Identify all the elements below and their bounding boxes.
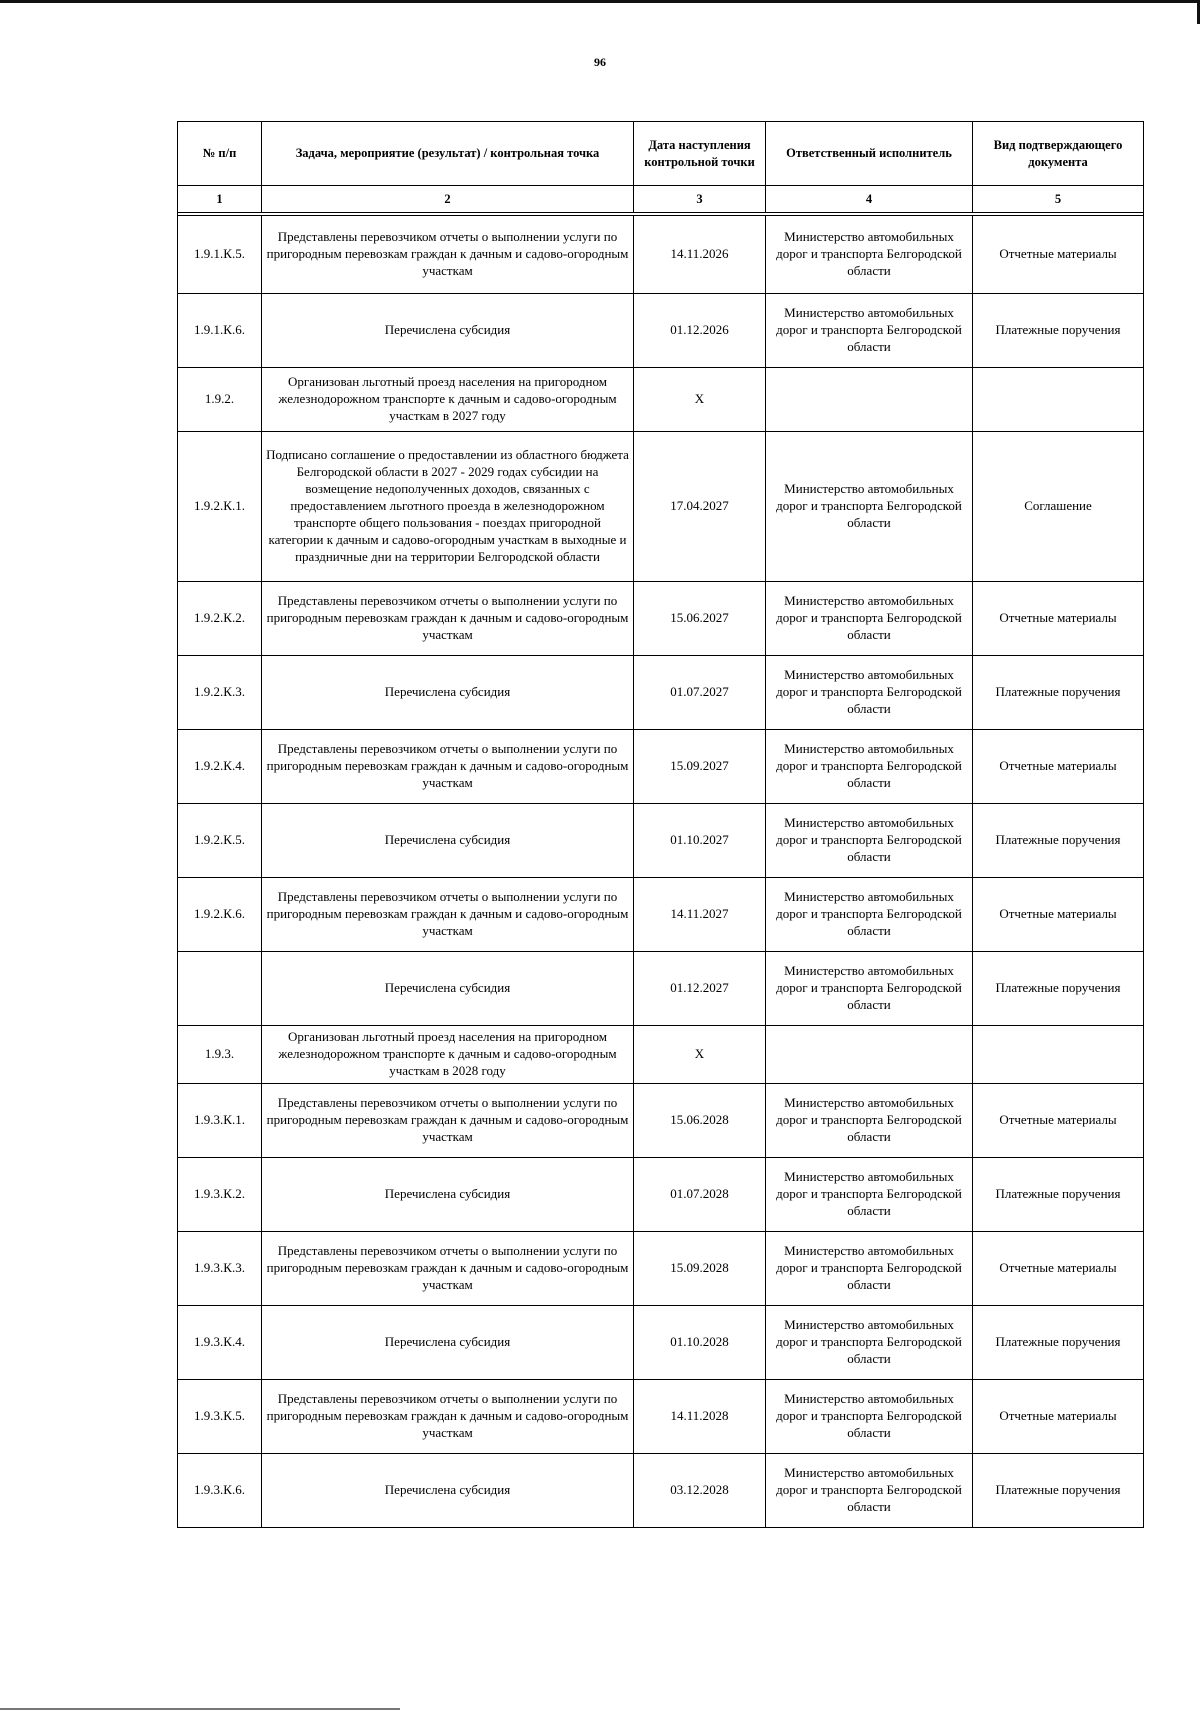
cell-task: Перечислена субсидия	[262, 656, 634, 730]
cell-executor: Министерство автомобильных дорог и транспорта Белгородской области	[766, 1306, 973, 1380]
cell-executor: Министерство автомобильных дорог и транспорта Белгородской области	[766, 432, 973, 582]
header-executor: Ответственный исполнитель	[766, 122, 973, 186]
table-row	[178, 1026, 1144, 1084]
cell-document: Отчетные материалы	[973, 878, 1144, 952]
cell-task: Перечислена субсидия	[262, 1454, 634, 1528]
cell-number: 1.9.2.К.1.	[178, 432, 262, 582]
table-row	[178, 368, 1144, 432]
cell-task: Организован льготный проезд населения на пригородном железнодорожном транспорте к дачным и садово-огородным участкам в 2028 году	[262, 1026, 634, 1084]
cell-number: 1.9.2.К.3.	[178, 656, 262, 730]
control-points-table	[177, 121, 1144, 1528]
table-row	[178, 730, 1144, 804]
cell-date: 01.12.2026	[634, 294, 766, 368]
header-date: Дата наступления контрольной точки	[634, 122, 766, 186]
cell-date: X	[634, 1026, 766, 1084]
column-number: 5	[973, 186, 1144, 213]
table-row	[178, 656, 1144, 730]
table-row	[178, 1380, 1144, 1454]
table-row	[178, 1158, 1144, 1232]
cell-executor	[766, 1026, 973, 1084]
column-number-row	[178, 186, 1144, 213]
cell-task: Представлены перевозчиком отчеты о выполнении услуги по пригородным перевозкам граждан к дачным и садово-огородным участкам	[262, 730, 634, 804]
table-row	[178, 1454, 1144, 1528]
scan-edge-bottom	[0, 1708, 400, 1710]
cell-number: 1.9.3.К.3.	[178, 1232, 262, 1306]
cell-number: 1.9.3.К.1.	[178, 1084, 262, 1158]
cell-number: 1.9.3.К.2.	[178, 1158, 262, 1232]
cell-number: 1.9.1.К.6.	[178, 294, 262, 368]
cell-task: Перечислена субсидия	[262, 1306, 634, 1380]
header-number: № п/п	[178, 122, 262, 186]
table-header-row	[178, 122, 1144, 186]
cell-document: Отчетные материалы	[973, 216, 1144, 294]
cell-number: 1.9.1.К.5.	[178, 216, 262, 294]
cell-date: 15.09.2028	[634, 1232, 766, 1306]
table-row	[178, 878, 1144, 952]
table-row	[178, 952, 1144, 1026]
header-document: Вид подтверждающего документа	[973, 122, 1144, 186]
cell-number: 1.9.2.К.6.	[178, 878, 262, 952]
cell-task: Представлены перевозчиком отчеты о выполнении услуги по пригородным перевозкам граждан к дачным и садово-огородным участкам	[262, 582, 634, 656]
cell-number: 1.9.3.К.6.	[178, 1454, 262, 1528]
cell-document: Отчетные материалы	[973, 582, 1144, 656]
table-row	[178, 216, 1144, 294]
table-row	[178, 1084, 1144, 1158]
cell-number: 1.9.3.К.4.	[178, 1306, 262, 1380]
cell-document: Платежные поручения	[973, 952, 1144, 1026]
cell-number: 1.9.2.К.5.	[178, 804, 262, 878]
cell-task: Перечислена субсидия	[262, 1158, 634, 1232]
cell-executor: Министерство автомобильных дорог и транспорта Белгородской области	[766, 1380, 973, 1454]
cell-date: 14.11.2026	[634, 216, 766, 294]
cell-executor: Министерство автомобильных дорог и транспорта Белгородской области	[766, 1232, 973, 1306]
cell-date: 01.10.2028	[634, 1306, 766, 1380]
column-number: 1	[178, 186, 262, 213]
cell-date: 14.11.2027	[634, 878, 766, 952]
cell-executor	[766, 368, 973, 432]
cell-document: Платежные поручения	[973, 804, 1144, 878]
cell-executor: Министерство автомобильных дорог и транспорта Белгородской области	[766, 878, 973, 952]
cell-date: 17.04.2027	[634, 432, 766, 582]
cell-task: Представлены перевозчиком отчеты о выполнении услуги по пригородным перевозкам граждан к дачным и садово-огородным участкам	[262, 1380, 634, 1454]
table-row	[178, 804, 1144, 878]
cell-number: 1.9.2.К.2.	[178, 582, 262, 656]
column-number: 4	[766, 186, 973, 213]
cell-document	[973, 1026, 1144, 1084]
cell-date: 01.10.2027	[634, 804, 766, 878]
cell-executor: Министерство автомобильных дорог и транспорта Белгородской области	[766, 1454, 973, 1528]
cell-executor: Министерство автомобильных дорог и транспорта Белгородской области	[766, 952, 973, 1026]
scan-edge-top	[0, 0, 1200, 3]
cell-date: 01.12.2027	[634, 952, 766, 1026]
cell-task: Представлены перевозчиком отчеты о выполнении услуги по пригородным перевозкам граждан к дачным и садово-огородным участкам	[262, 216, 634, 294]
cell-date: 14.11.2028	[634, 1380, 766, 1454]
cell-date: 15.06.2027	[634, 582, 766, 656]
table-row	[178, 582, 1144, 656]
cell-executor: Министерство автомобильных дорог и транспорта Белгородской области	[766, 216, 973, 294]
cell-executor: Министерство автомобильных дорог и транспорта Белгородской области	[766, 804, 973, 878]
cell-executor: Министерство автомобильных дорог и транспорта Белгородской области	[766, 1158, 973, 1232]
cell-date: 15.09.2027	[634, 730, 766, 804]
cell-number: 1.9.2.	[178, 368, 262, 432]
cell-document: Платежные поручения	[973, 1306, 1144, 1380]
column-number: 2	[262, 186, 634, 213]
cell-executor: Министерство автомобильных дорог и транспорта Белгородской области	[766, 1084, 973, 1158]
table-row	[178, 1306, 1144, 1380]
table-body	[178, 213, 1144, 1528]
cell-document: Соглашение	[973, 432, 1144, 582]
cell-number	[178, 952, 262, 1026]
cell-number: 1.9.2.К.4.	[178, 730, 262, 804]
cell-executor: Министерство автомобильных дорог и транспорта Белгородской области	[766, 656, 973, 730]
cell-task: Перечислена субсидия	[262, 804, 634, 878]
cell-task: Перечислена субсидия	[262, 952, 634, 1026]
cell-number: 1.9.3.	[178, 1026, 262, 1084]
cell-date: 15.06.2028	[634, 1084, 766, 1158]
cell-document: Отчетные материалы	[973, 730, 1144, 804]
header-task: Задача, мероприятие (результат) / контрольная точка	[262, 122, 634, 186]
cell-task: Подписано соглашение о предоставлении из областного бюджета Белгородской области в 2027 - 2029 годах субсидии на возмещение недополученных доходов, связанных с предоставлением льготного проезда в железнодорожном транспорте общего пользования - поездах пригородной категории к дачным и садово-огородным участкам в выходные и праздничные дни на территории Белгородской области	[262, 432, 634, 582]
table-row	[178, 294, 1144, 368]
cell-executor: Министерство автомобильных дорог и транспорта Белгородской области	[766, 582, 973, 656]
table-row	[178, 1232, 1144, 1306]
cell-date: 01.07.2027	[634, 656, 766, 730]
cell-number: 1.9.3.К.5.	[178, 1380, 262, 1454]
page-number: 96	[594, 55, 606, 69]
cell-date: 03.12.2028	[634, 1454, 766, 1528]
cell-document: Платежные поручения	[973, 1158, 1144, 1232]
column-number: 3	[634, 186, 766, 213]
cell-task: Представлены перевозчиком отчеты о выполнении услуги по пригородным перевозкам граждан к дачным и садово-огородным участкам	[262, 1084, 634, 1158]
cell-task: Представлены перевозчиком отчеты о выполнении услуги по пригородным перевозкам граждан к дачным и садово-огородным участкам	[262, 878, 634, 952]
cell-task: Организован льготный проезд населения на пригородном железнодорожном транспорте к дачным и садово-огородным участкам в 2027 году	[262, 368, 634, 432]
cell-document: Платежные поручения	[973, 294, 1144, 368]
cell-document: Отчетные материалы	[973, 1084, 1144, 1158]
cell-executor: Министерство автомобильных дорог и транспорта Белгородской области	[766, 294, 973, 368]
table-row	[178, 432, 1144, 582]
cell-document: Платежные поручения	[973, 656, 1144, 730]
cell-document: Отчетные материалы	[973, 1232, 1144, 1306]
cell-executor: Министерство автомобильных дорог и транспорта Белгородской области	[766, 730, 973, 804]
cell-document	[973, 368, 1144, 432]
cell-date: X	[634, 368, 766, 432]
cell-task: Представлены перевозчиком отчеты о выполнении услуги по пригородным перевозкам граждан к дачным и садово-огородным участкам	[262, 1232, 634, 1306]
cell-task: Перечислена субсидия	[262, 294, 634, 368]
cell-document: Отчетные материалы	[973, 1380, 1144, 1454]
cell-date: 01.07.2028	[634, 1158, 766, 1232]
cell-document: Платежные поручения	[973, 1454, 1144, 1528]
